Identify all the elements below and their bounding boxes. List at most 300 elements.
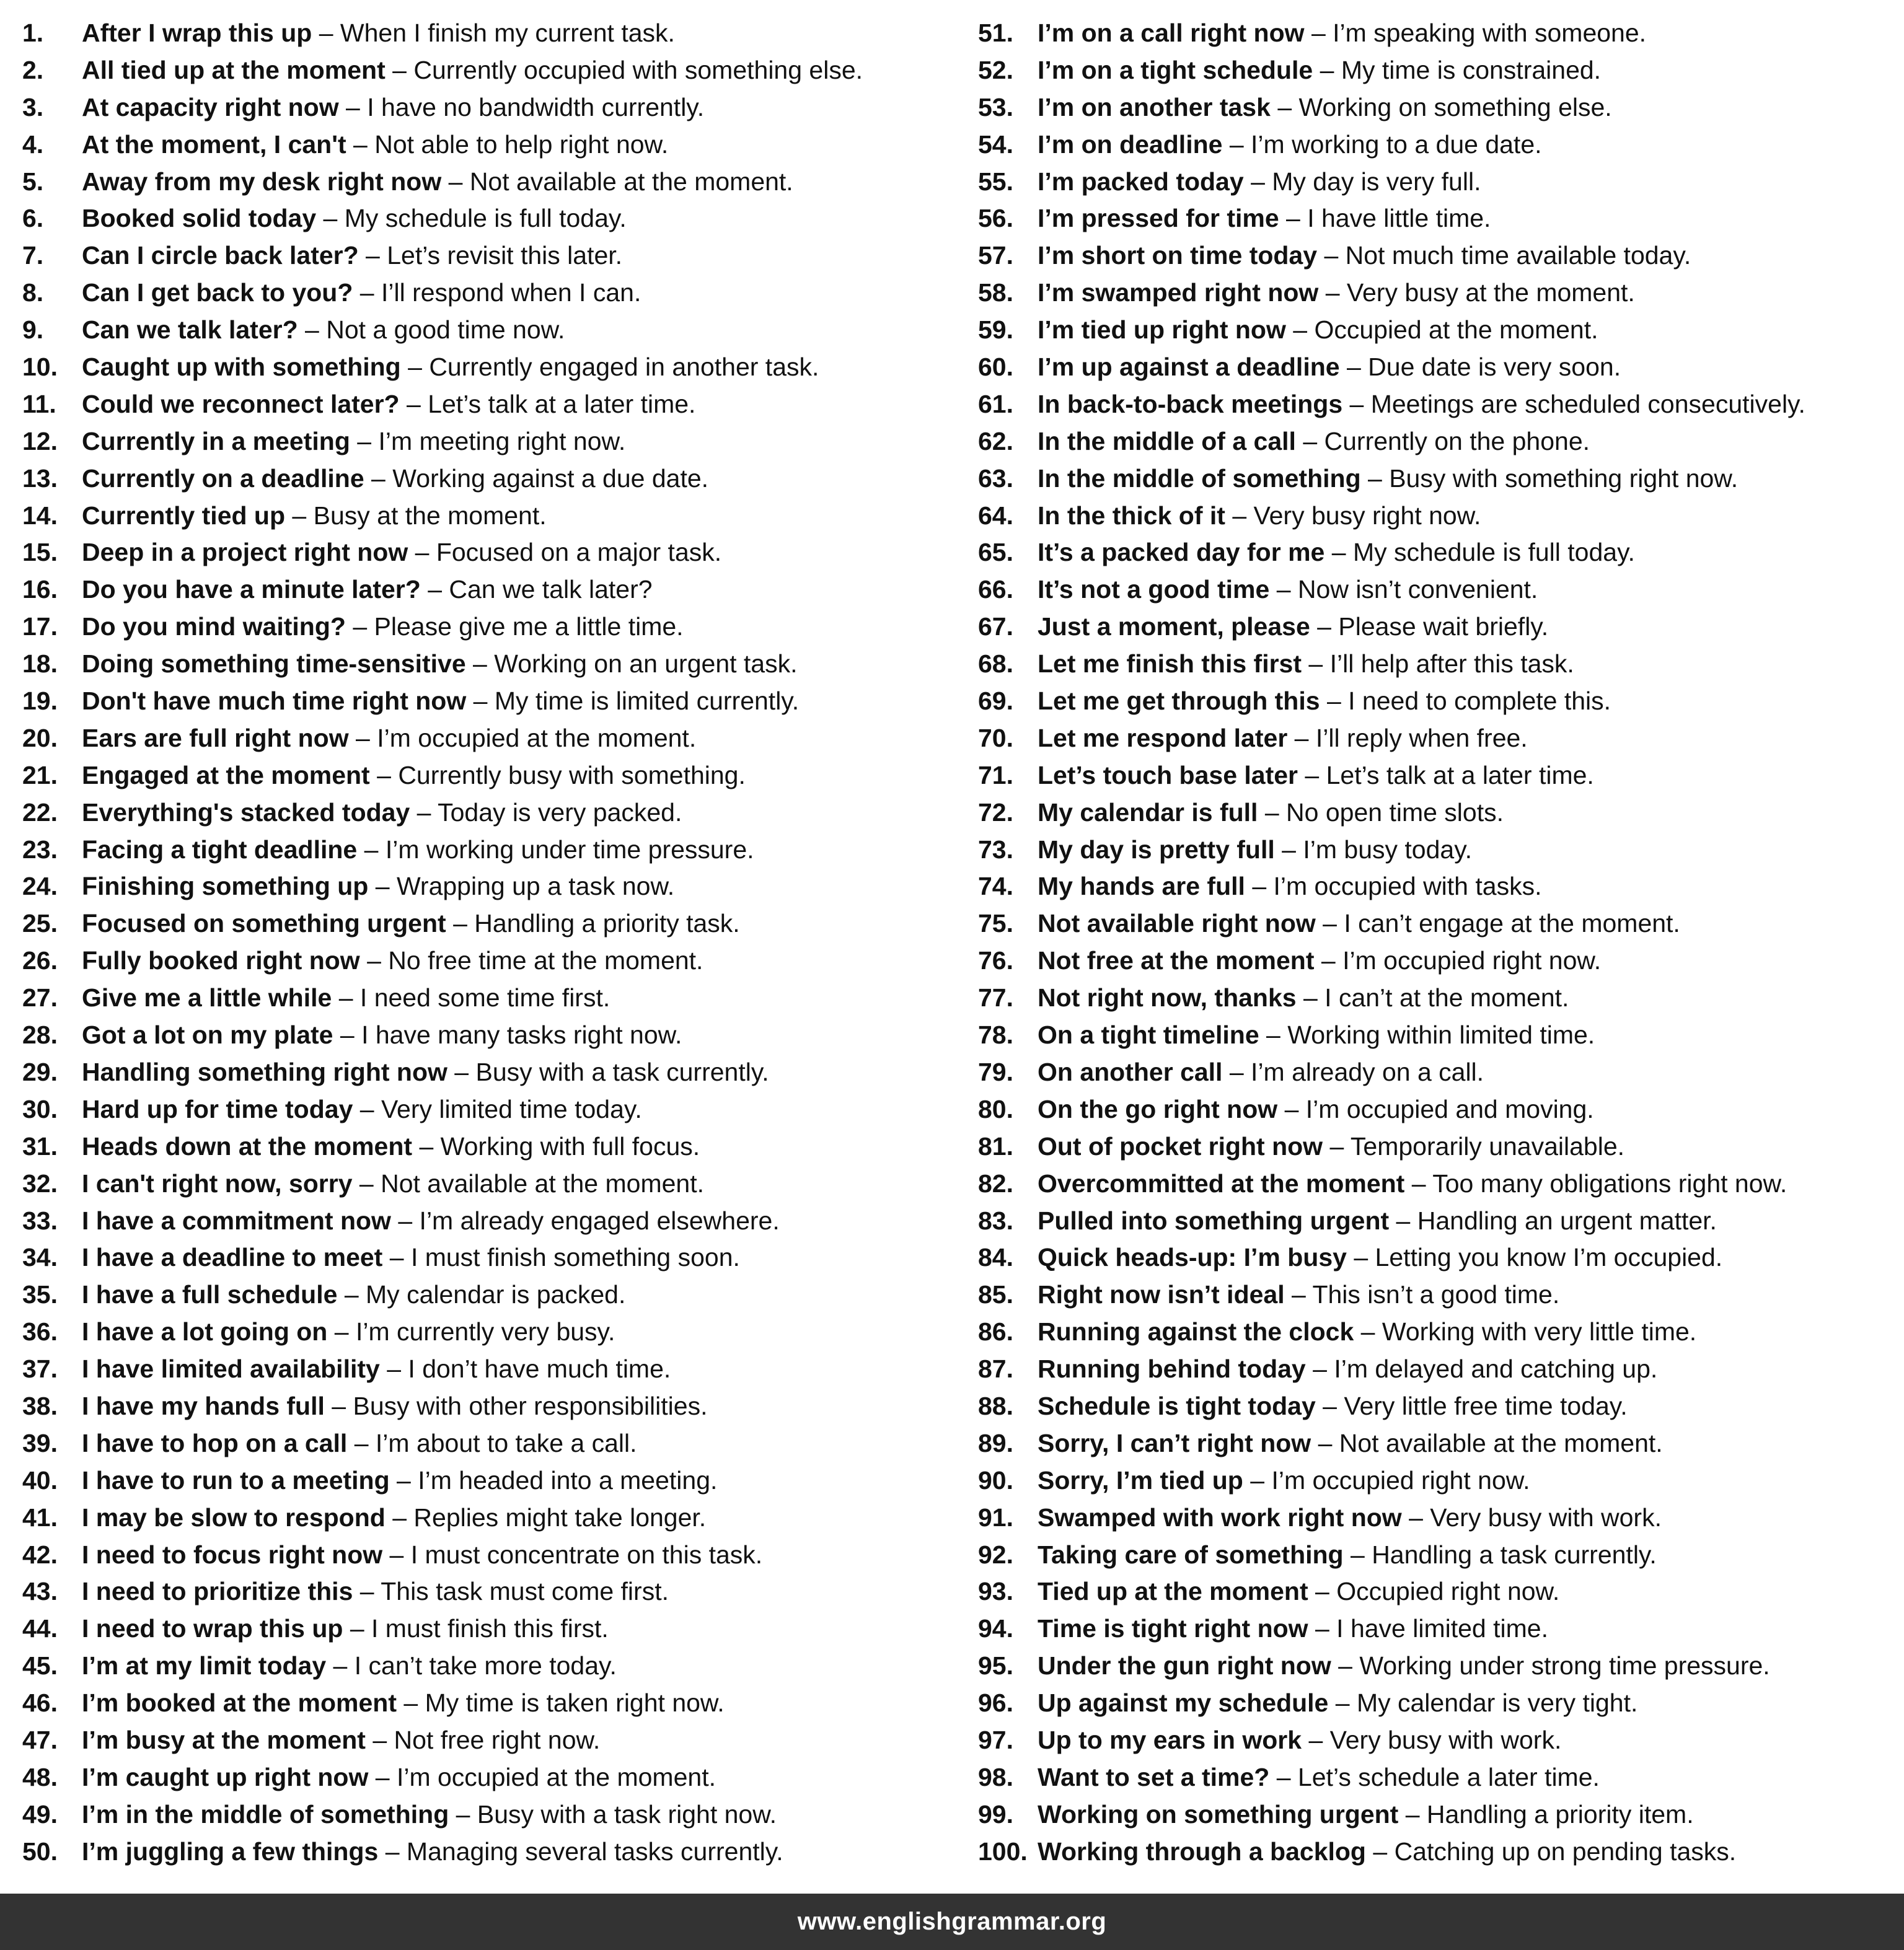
list-item — [978, 980, 1895, 1017]
phrase-term: Up to my ears in work — [1038, 1725, 1302, 1754]
dash-separator: – — [368, 1762, 397, 1791]
phrase-term: I’m at my limit today — [82, 1651, 327, 1680]
dash-separator: – — [1308, 1577, 1337, 1606]
phrase-term: Finishing something up — [82, 872, 369, 901]
phrase-meaning: My day is very full. — [1272, 167, 1481, 196]
list-item — [978, 1573, 1895, 1610]
list-item — [978, 460, 1895, 498]
phrase-term: I’m juggling a few things — [82, 1837, 379, 1866]
phrase-meaning: Very limited time today. — [381, 1094, 642, 1123]
phrase-meaning: Too many obligations right now. — [1432, 1169, 1787, 1198]
list-item — [22, 980, 952, 1017]
dash-separator: – — [353, 278, 381, 307]
list-item — [978, 1685, 1895, 1722]
phrase-meaning: Now isn’t convenient. — [1297, 575, 1538, 604]
phrase-meaning: Currently on the phone. — [1324, 426, 1590, 455]
phrase-term: Running behind today — [1038, 1355, 1306, 1384]
list-item — [22, 1796, 952, 1834]
list-item — [22, 1314, 952, 1351]
phrase-meaning: Very busy with work. — [1329, 1725, 1562, 1754]
phrase-term: Heads down at the moment — [82, 1131, 413, 1161]
item-number: 62. — [978, 426, 1013, 455]
phrase-meaning: I’m meeting right now. — [378, 426, 626, 455]
dash-separator: – — [1270, 92, 1299, 121]
item-number: 99. — [978, 1799, 1013, 1829]
phrase-term: Not right now, thanks — [1038, 983, 1297, 1012]
list-item — [22, 274, 952, 312]
phrase-meaning: No open time slots. — [1286, 797, 1504, 827]
list-item — [978, 1239, 1895, 1276]
phrase-term: I’m on deadline — [1038, 130, 1223, 159]
dash-separator: – — [1313, 55, 1341, 84]
phrase-term: Quick heads-up: I’m busy — [1038, 1243, 1347, 1272]
dash-separator: – — [410, 797, 438, 827]
phrase-meaning: I’ll help after this task. — [1329, 649, 1574, 679]
dash-separator: – — [326, 1651, 355, 1680]
dash-separator: – — [412, 1131, 441, 1161]
list-item — [22, 1500, 952, 1537]
phrase-term: Can I circle back later? — [82, 241, 359, 270]
phrase-meaning: My schedule is full today. — [344, 204, 627, 233]
dash-separator: – — [389, 1465, 418, 1495]
phrase-meaning: I must concentrate on this task. — [410, 1540, 763, 1569]
item-number: 81. — [978, 1131, 1013, 1161]
phrase-meaning: I have limited time. — [1336, 1614, 1548, 1643]
list-item — [22, 1610, 952, 1648]
item-number: 43. — [22, 1577, 58, 1606]
list-item — [22, 1203, 952, 1240]
list-item — [22, 571, 952, 608]
phrase-meaning: I’m working under time pressure. — [385, 835, 754, 864]
phrase-term: I have a lot going on — [82, 1317, 328, 1346]
list-item — [978, 1054, 1895, 1091]
dash-separator: – — [1354, 1317, 1382, 1346]
list-item — [978, 794, 1895, 832]
phrase-meaning: I must finish something soon. — [410, 1243, 740, 1272]
list-item — [22, 1054, 952, 1091]
dash-separator: – — [1285, 315, 1315, 345]
phrase-term: Doing something time-sensitive — [82, 649, 466, 679]
item-number: 74. — [978, 872, 1013, 901]
list-item — [978, 868, 1895, 905]
dash-separator: – — [420, 575, 449, 604]
list-item — [978, 683, 1895, 720]
phrase-term: On a tight timeline — [1038, 1021, 1259, 1050]
list-item — [978, 1425, 1895, 1462]
phrase-meaning: Replies might take longer. — [413, 1503, 707, 1532]
phrase-meaning: I don’t have much time. — [408, 1355, 671, 1384]
phrase-term: Can I get back to you? — [82, 278, 353, 307]
item-number: 52. — [978, 55, 1013, 84]
dash-separator: – — [357, 835, 386, 864]
phrase-term: After I wrap this up — [82, 19, 312, 47]
phrase-term: Pulled into something urgent — [1038, 1206, 1390, 1235]
item-number: 71. — [978, 760, 1013, 789]
phrase-meaning: My time is constrained. — [1341, 55, 1602, 84]
phrase-term: Facing a tight deadline — [82, 835, 358, 864]
dash-separator: – — [1287, 723, 1316, 752]
item-number: 10. — [22, 353, 58, 382]
item-number: 94. — [978, 1614, 1013, 1643]
dash-separator: – — [1339, 353, 1368, 382]
dash-separator: – — [285, 501, 314, 530]
dash-separator: – — [1315, 909, 1344, 938]
dash-separator: – — [1259, 1021, 1288, 1050]
dash-separator: – — [1314, 946, 1343, 975]
phrase-term: On another call — [1038, 1057, 1223, 1086]
phrase-term: Currently tied up — [82, 501, 286, 530]
item-number: 59. — [978, 315, 1013, 345]
phrase-term: I’m on another task — [1038, 92, 1271, 121]
list-item — [22, 89, 952, 126]
item-number: 26. — [22, 946, 58, 975]
phrase-term: I’m busy at the moment — [82, 1725, 366, 1754]
item-number: 40. — [22, 1465, 58, 1495]
list-item — [978, 52, 1895, 89]
item-number: 29. — [22, 1057, 58, 1086]
phrase-term: Currently on a deadline — [82, 463, 364, 493]
phrase-meaning: I’m working to a due date. — [1251, 130, 1542, 159]
phrase-meaning: Working under strong time pressure. — [1359, 1651, 1770, 1680]
phrase-meaning: My calendar is packed. — [366, 1280, 626, 1309]
phrase-term: Not free at the moment — [1038, 946, 1315, 975]
phrase-meaning: Handling a priority item. — [1426, 1799, 1694, 1829]
dash-separator: – — [1331, 1651, 1360, 1680]
phrase-meaning: Very busy right now. — [1253, 501, 1481, 530]
list-item — [22, 1017, 952, 1054]
phrase-meaning: Working against a due date. — [392, 463, 709, 493]
item-number: 93. — [978, 1577, 1013, 1606]
list-item — [22, 757, 952, 794]
dash-separator: – — [1401, 1503, 1430, 1532]
dash-separator: – — [1243, 167, 1272, 196]
item-number: 19. — [22, 687, 58, 716]
phrase-meaning: I’m occupied at the moment. — [377, 723, 697, 752]
phrase-meaning: Handling an urgent matter. — [1417, 1206, 1717, 1235]
dash-separator: – — [441, 167, 470, 196]
dash-separator: – — [1324, 538, 1353, 567]
dash-separator: – — [1269, 1762, 1298, 1791]
dash-separator: – — [1323, 1131, 1351, 1161]
dash-separator: – — [1305, 1355, 1334, 1384]
dash-separator: – — [1279, 204, 1308, 233]
item-number: 9. — [22, 315, 44, 345]
list-item — [978, 349, 1895, 386]
dash-separator: – — [368, 872, 397, 901]
item-number: 60. — [978, 353, 1013, 382]
item-number: 84. — [978, 1243, 1013, 1272]
phrase-term: It’s not a good time — [1038, 575, 1270, 604]
phrase-term: I need to prioritize this — [82, 1577, 353, 1606]
dash-separator: – — [343, 1614, 372, 1643]
phrase-meaning: I’ll respond when I can. — [381, 278, 641, 307]
phrase-term: Let me respond later — [1038, 723, 1288, 752]
phrase-meaning: I have no bandwidth currently. — [367, 92, 705, 121]
dash-separator: – — [1343, 1540, 1372, 1569]
phrase-term: I may be slow to respond — [82, 1503, 386, 1532]
phrase-meaning: Focused on a major task. — [436, 538, 722, 567]
phrase-term: I need to focus right now — [82, 1540, 383, 1569]
phrase-meaning: Working on something else. — [1298, 92, 1612, 121]
list-item — [22, 1351, 952, 1388]
phrase-meaning: Working within limited time. — [1287, 1021, 1595, 1050]
list-item — [22, 1091, 952, 1128]
phrase-meaning: I’m about to take a call. — [375, 1428, 637, 1457]
list-item — [22, 312, 952, 349]
item-number: 90. — [978, 1465, 1013, 1495]
phrase-term: Tied up at the moment — [1038, 1577, 1308, 1606]
item-number: 51. — [978, 19, 1013, 47]
phrase-meaning: Let’s talk at a later time. — [428, 389, 696, 418]
phrase-term: Focused on something urgent — [82, 909, 446, 938]
item-number: 17. — [22, 612, 58, 641]
item-number: 65. — [978, 538, 1013, 567]
phrase-meaning: I need to complete this. — [1348, 687, 1611, 716]
list-item — [22, 794, 952, 832]
list-item — [978, 1796, 1895, 1834]
phrase-term: Let’s touch base later — [1038, 760, 1298, 789]
list-item — [978, 1537, 1895, 1574]
phrase-term: In the thick of it — [1038, 501, 1225, 530]
phrase-term: Handling something right now — [82, 1057, 447, 1086]
list-item — [22, 1537, 952, 1574]
phrase-term: Do you have a minute later? — [82, 575, 421, 604]
phrase-meaning: Busy with a task currently. — [475, 1057, 769, 1086]
phrase-meaning: I need some time first. — [359, 983, 610, 1012]
dash-separator: – — [1302, 649, 1330, 679]
item-number: 41. — [22, 1503, 58, 1532]
dash-separator: – — [337, 1280, 366, 1309]
phrase-meaning: I have little time. — [1307, 204, 1491, 233]
item-number: 22. — [22, 797, 58, 827]
list-item — [22, 498, 952, 535]
item-number: 45. — [22, 1651, 58, 1680]
list-item — [22, 1834, 952, 1871]
phrase-term: Just a moment, please — [1038, 612, 1310, 641]
item-number: 4. — [22, 130, 44, 159]
dash-separator: – — [324, 1391, 353, 1420]
phrase-term: In back-to-back meetings — [1038, 389, 1343, 418]
dash-separator: – — [385, 55, 414, 84]
item-number: 67. — [978, 612, 1013, 641]
phrase-meaning: Letting you know I’m occupied. — [1375, 1243, 1723, 1272]
dash-separator: – — [446, 909, 475, 938]
item-number: 68. — [978, 649, 1013, 679]
dash-separator: – — [1302, 1725, 1330, 1754]
item-number: 30. — [22, 1094, 58, 1123]
item-number: 78. — [978, 1021, 1013, 1050]
dash-separator: – — [316, 204, 345, 233]
item-number: 49. — [22, 1799, 58, 1829]
phrase-meaning: Not free right now. — [394, 1725, 601, 1754]
phrase-meaning: Occupied right now. — [1336, 1577, 1560, 1606]
item-number: 33. — [22, 1206, 58, 1235]
phrase-term: I’m caught up right now — [82, 1762, 369, 1791]
item-number: 20. — [22, 723, 58, 752]
item-number: 48. — [22, 1762, 58, 1791]
phrase-meaning: I’ll reply when free. — [1315, 723, 1528, 752]
phrase-meaning: No free time at the moment. — [388, 946, 703, 975]
footer-url: www.englishgrammar.org — [797, 1908, 1107, 1935]
dash-separator: – — [1304, 19, 1333, 47]
phrase-term: Deep in a project right now — [82, 538, 408, 567]
item-number: 76. — [978, 946, 1013, 975]
item-number: 25. — [22, 909, 58, 938]
list-item — [978, 646, 1895, 683]
phrase-term: My calendar is full — [1038, 797, 1258, 827]
list-item — [22, 164, 952, 201]
dash-separator: – — [1398, 1799, 1427, 1829]
dash-separator: – — [348, 723, 377, 752]
phrase-meaning: Not available at the moment. — [381, 1169, 704, 1198]
phrase-term: Let me finish this first — [1038, 649, 1302, 679]
item-number: 34. — [22, 1243, 58, 1272]
phrase-meaning: Very busy with work. — [1430, 1503, 1662, 1532]
phrase-meaning: Very little free time today. — [1344, 1391, 1628, 1420]
list-item — [978, 832, 1895, 869]
dash-separator: – — [1317, 241, 1346, 270]
dash-separator: – — [1342, 389, 1371, 418]
item-number: 70. — [978, 723, 1013, 752]
item-number: 63. — [978, 463, 1013, 493]
list-item — [22, 1759, 952, 1796]
dash-separator: – — [353, 1577, 381, 1606]
phrase-term: Let me get through this — [1038, 687, 1320, 716]
phrase-meaning: My time is limited currently. — [494, 687, 800, 716]
phrase-term: All tied up at the moment — [82, 55, 386, 84]
list-item — [978, 1388, 1895, 1425]
phrase-meaning: I’m occupied right now. — [1342, 946, 1602, 975]
dash-separator: – — [1328, 1689, 1357, 1718]
phrase-meaning: Busy with something right now. — [1389, 463, 1739, 493]
phrase-term: Engaged at the moment — [82, 760, 370, 789]
phrase-meaning: I can’t at the moment. — [1324, 983, 1569, 1012]
list-item — [978, 1610, 1895, 1648]
dash-separator: – — [1243, 1465, 1272, 1495]
phrase-meaning: Catching up on pending tasks. — [1394, 1837, 1737, 1866]
phrase-term: My day is pretty full — [1038, 835, 1275, 864]
phrase-term: In the middle of a call — [1038, 426, 1296, 455]
phrase-term: Out of pocket right now — [1038, 1131, 1323, 1161]
list-item — [978, 498, 1895, 535]
phrase-meaning: I can’t take more today. — [354, 1651, 617, 1680]
item-number: 96. — [978, 1689, 1013, 1718]
dash-separator: – — [382, 1540, 411, 1569]
item-number: 100. — [978, 1837, 1028, 1866]
phrase-term: I’m swamped right now — [1038, 278, 1319, 307]
dash-separator: – — [397, 1689, 425, 1718]
dash-separator: – — [1346, 1243, 1375, 1272]
item-number: 42. — [22, 1540, 58, 1569]
phrase-meaning: I’m occupied at the moment. — [396, 1762, 716, 1791]
dash-separator: – — [345, 612, 374, 641]
item-number: 69. — [978, 687, 1013, 716]
dash-separator: – — [390, 1206, 420, 1235]
list-item — [22, 1388, 952, 1425]
phrase-meaning: I’m delayed and catching up. — [1334, 1355, 1658, 1384]
item-number: 13. — [22, 463, 58, 493]
list-item — [978, 386, 1895, 423]
dash-separator: – — [1360, 463, 1390, 493]
item-number: 55. — [978, 167, 1013, 196]
phrase-column-left — [22, 15, 952, 1871]
item-number: 57. — [978, 241, 1013, 270]
phrase-meaning: Handling a priority task. — [474, 909, 740, 938]
item-number: 56. — [978, 204, 1013, 233]
phrase-term: I’m in the middle of something — [82, 1799, 449, 1829]
list-item — [22, 1573, 952, 1610]
dash-separator: – — [449, 1799, 477, 1829]
list-item — [22, 942, 952, 980]
dash-separator: – — [364, 463, 393, 493]
dash-separator: – — [408, 538, 436, 567]
phrase-meaning: This task must come first. — [381, 1577, 669, 1606]
phrase-meaning: I must finish this first. — [371, 1614, 609, 1643]
list-item — [978, 1276, 1895, 1314]
phrase-term: I’m tied up right now — [1038, 315, 1286, 345]
item-number: 73. — [978, 835, 1013, 864]
phrase-term: Time is tight right now — [1038, 1614, 1308, 1643]
list-item — [22, 237, 952, 274]
dash-separator: – — [353, 1094, 381, 1123]
item-number: 32. — [22, 1169, 58, 1198]
list-item — [22, 52, 952, 89]
dash-separator: – — [1269, 575, 1298, 604]
phrase-term: Could we reconnect later? — [82, 389, 400, 418]
phrase-meaning: Busy with a task right now. — [477, 1799, 777, 1829]
dash-separator: – — [338, 92, 368, 121]
item-number: 14. — [22, 501, 58, 530]
phrase-term: I’m packed today — [1038, 167, 1244, 196]
item-number: 89. — [978, 1428, 1013, 1457]
phrase-term: I have to hop on a call — [82, 1428, 348, 1457]
list-item — [978, 1128, 1895, 1166]
item-number: 1. — [22, 19, 44, 47]
item-number: 3. — [22, 92, 44, 121]
phrase-term: At capacity right now — [82, 92, 339, 121]
phrase-meaning: My time is taken right now. — [425, 1689, 725, 1718]
dash-separator: – — [1225, 501, 1254, 530]
phrase-meaning: Let’s revisit this later. — [387, 241, 623, 270]
item-number: 16. — [22, 575, 58, 604]
list-item — [978, 757, 1895, 794]
phrase-meaning: I’m occupied with tasks. — [1273, 872, 1542, 901]
dash-separator: – — [1295, 426, 1324, 455]
list-item — [978, 274, 1895, 312]
item-number: 37. — [22, 1355, 58, 1384]
dash-separator: – — [379, 1355, 408, 1384]
list-item — [978, 1722, 1895, 1759]
item-number: 91. — [978, 1503, 1013, 1532]
phrase-term: Hard up for time today — [82, 1094, 353, 1123]
phrase-list — [0, 15, 1904, 1874]
dash-separator: – — [1308, 1614, 1337, 1643]
phrase-meaning: Handling a task currently. — [1372, 1540, 1657, 1569]
dash-separator: – — [1298, 760, 1326, 789]
list-item — [978, 720, 1895, 757]
phrase-term: Up against my schedule — [1038, 1689, 1329, 1718]
phrase-term: Do you mind waiting? — [82, 612, 346, 641]
list-item — [978, 1203, 1895, 1240]
list-item — [978, 1091, 1895, 1128]
dash-separator: – — [1311, 1428, 1339, 1457]
list-item — [978, 312, 1895, 349]
phrase-term: Fully booked right now — [82, 946, 360, 975]
list-item — [22, 868, 952, 905]
phrase-meaning: Let’s schedule a later time. — [1297, 1762, 1600, 1791]
phrase-term: Working on something urgent — [1038, 1799, 1399, 1829]
phrase-term: I have to run to a meeting — [82, 1465, 390, 1495]
